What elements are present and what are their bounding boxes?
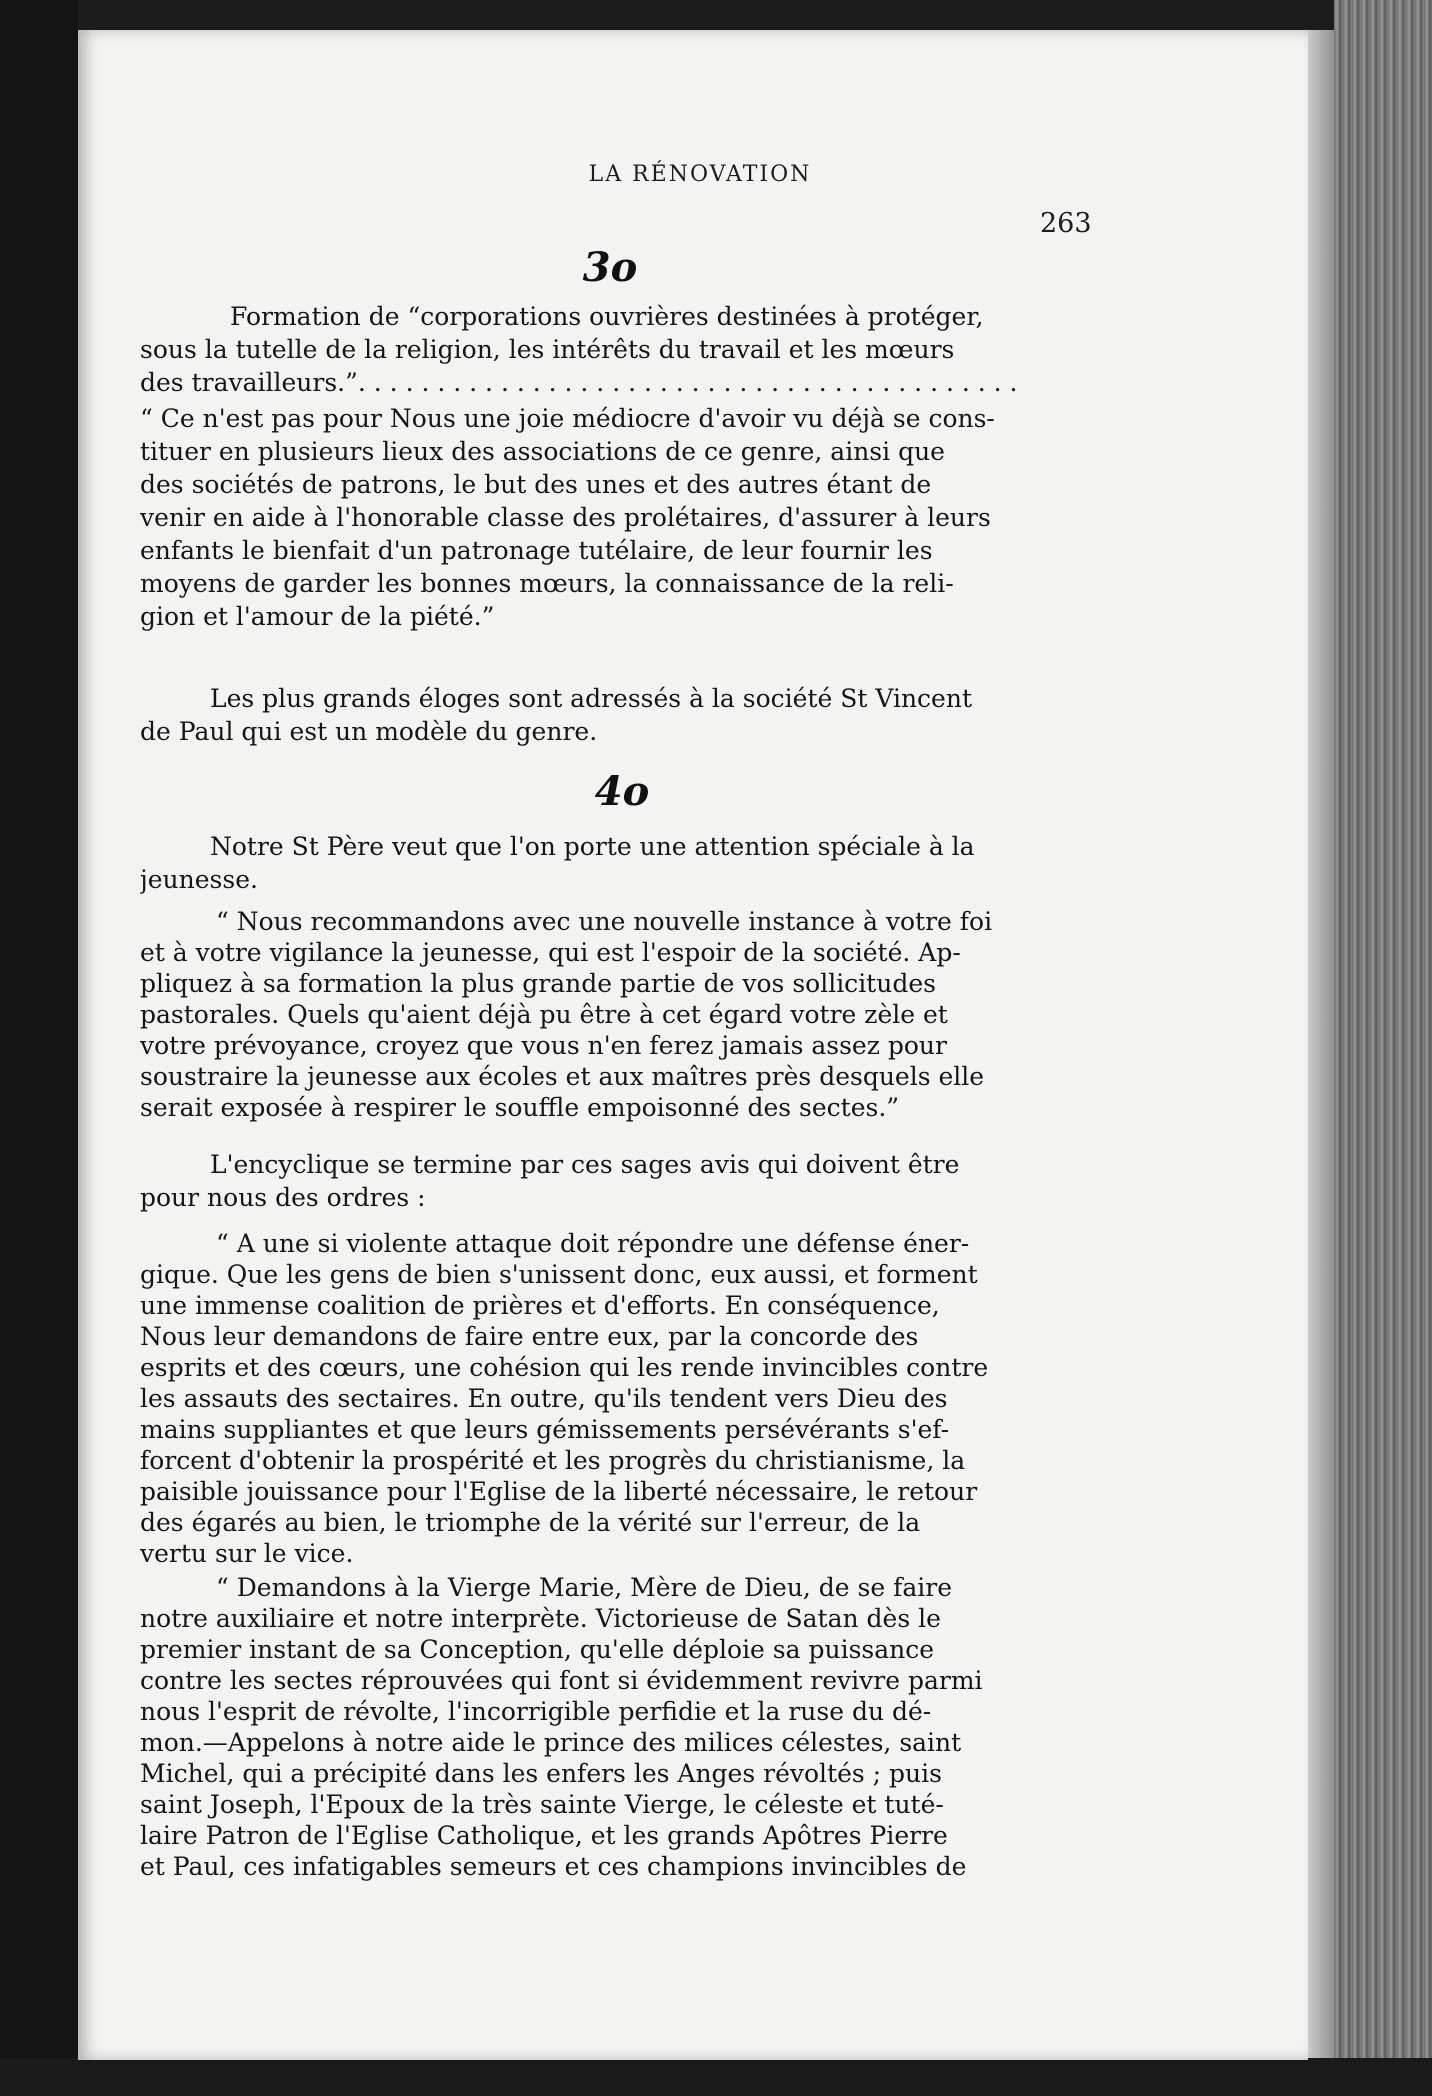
text-line: tituer en plusieurs lieux des associations de ce genre, ainsi que — [140, 437, 945, 466]
text-line: gique. Que les gens de bien s'unissent donc, eux aussi, et forment — [140, 1260, 978, 1289]
text-line: premier instant de sa Conception, qu'elle déploie sa puissance — [140, 1635, 935, 1664]
text-line: moyens de garder les bonnes mœurs, la connaissance de la reli- — [140, 569, 954, 598]
book-gutter-shadow — [1306, 30, 1336, 2080]
page-number: 263 — [1040, 208, 1092, 239]
closing-intro-paragraph — [140, 1148, 1078, 1214]
text-line: et à votre vigilance la jeunesse, qui est l'espoir de la société. Ap- — [140, 938, 961, 967]
text-line: “ Ce n'est pas pour Nous une joie médiocre d'avoir vu déjà se cons- — [140, 404, 995, 433]
text-line: “ A une si violente attaque doit répondre une défense éner- — [216, 1229, 970, 1258]
text-line: Nous leur demandons de faire entre eux, par la concorde des — [140, 1322, 919, 1351]
text-line: vertu sur le vice. — [140, 1539, 354, 1568]
text-line: soustraire la jeunesse aux écoles et aux maîtres près desquels elle — [140, 1062, 985, 1091]
text-line: Formation de “corporations ouvrières destinées à protéger, — [230, 302, 984, 331]
text-line: de Paul qui est un modèle du genre. — [140, 717, 598, 746]
section-3-intro-paragraph — [140, 300, 1078, 399]
text-line: “ Nous recommandons avec une nouvelle instance à votre foi — [216, 907, 993, 936]
text-line: L'encyclique se termine par ces sages avis qui doivent être — [210, 1150, 960, 1179]
text-line: pour nous des ordres : — [140, 1183, 426, 1212]
text-line: votre prévoyance, croyez que vous n'en ferez jamais assez pour — [140, 1031, 947, 1060]
scan-border-bottom — [0, 2058, 1432, 2096]
text-line: contre les sectes réprouvées qui font si évidemment revivre parmi — [140, 1666, 983, 1695]
text-line: une immense coalition de prières et d'efforts. En conséquence, — [140, 1291, 940, 1320]
text-line: saint Joseph, l'Epoux de la très sainte Vierge, le céleste et tuté- — [140, 1790, 944, 1819]
text-line: forcent d'obtenir la prospérité et les progrès du christianisme, la — [140, 1446, 966, 1475]
text-line: jeunesse. — [140, 865, 258, 894]
text-line: des égarés au bien, le triomphe de la vérité sur l'erreur, de la — [140, 1508, 921, 1537]
section-4-quote-paragraph — [140, 906, 1078, 1123]
text-line: des travailleurs.”. . . . . . . . . . . . . . . . . . . . . . . . . . . . . . . . . . . . . . . . . . — [140, 368, 1018, 397]
text-line: notre auxiliaire et notre interprète. Victorieuse de Satan dès le — [140, 1604, 941, 1633]
text-line: des sociétés de patrons, le but des unes et des autres étant de — [140, 470, 932, 499]
text-line: laire Patron de l'Eglise Catholique, et les grands Apôtres Pierre — [140, 1821, 948, 1850]
text-line: Notre St Père veut que l'on porte une attention spéciale à la — [210, 832, 975, 861]
closing-quote-paragraph — [140, 1228, 1078, 1569]
text-line: nous l'esprit de révolte, l'incorrigible perfidie et la ruse du dé- — [140, 1697, 932, 1726]
text-line: Les plus grands éloges sont adressés à la société St Vincent — [210, 684, 972, 713]
text-line: et Paul, ces infatigables semeurs et ces champions invincibles de — [140, 1852, 967, 1881]
scan-border-left — [0, 0, 78, 2096]
text-line: pastorales. Quels qu'aient déjà pu être à cet égard votre zèle et — [140, 1000, 948, 1029]
section-3-quote-paragraph — [140, 402, 1078, 633]
section-heading-3: 3o — [582, 244, 638, 291]
final-quote-paragraph — [140, 1572, 1078, 1882]
section-3-praise-paragraph — [140, 682, 1078, 748]
running-head: LA RÉNOVATION — [588, 162, 812, 187]
text-line: pliquez à sa formation la plus grande partie de vos sollicitudes — [140, 969, 936, 998]
section-heading-4: 4o — [594, 768, 650, 815]
text-line: Michel, qui a précipité dans les enfers les Anges révoltés ; puis — [140, 1759, 942, 1788]
book-page-edges — [1334, 0, 1432, 2096]
text-line: serait exposée à respirer le souffle empoisonné des sectes.” — [140, 1093, 900, 1122]
text-line: enfants le bienfait d'un patronage tutélaire, de leur fournir les — [140, 536, 933, 565]
text-line: mains suppliantes et que leurs gémissements persévérants s'ef- — [140, 1415, 950, 1444]
text-line: sous la tutelle de la religion, les intérêts du travail et les mœurs — [140, 335, 955, 364]
section-4-intro-paragraph — [140, 830, 1078, 896]
text-line: esprits et des cœurs, une cohésion qui les rende invincibles contre — [140, 1353, 989, 1382]
text-line: les assauts des sectaires. En outre, qu'ils tendent vers Dieu des — [140, 1384, 948, 1413]
text-line: venir en aide à l'honorable classe des prolétaires, d'assurer à leurs — [140, 503, 991, 532]
text-line: mon.—Appelons à notre aide le prince des milices célestes, saint — [140, 1728, 962, 1757]
text-line: gion et l'amour de la piété.” — [140, 602, 495, 631]
text-line: paisible jouissance pour l'Eglise de la liberté nécessaire, le retour — [140, 1477, 978, 1506]
text-line: “ Demandons à la Vierge Marie, Mère de Dieu, de se faire — [216, 1573, 953, 1602]
